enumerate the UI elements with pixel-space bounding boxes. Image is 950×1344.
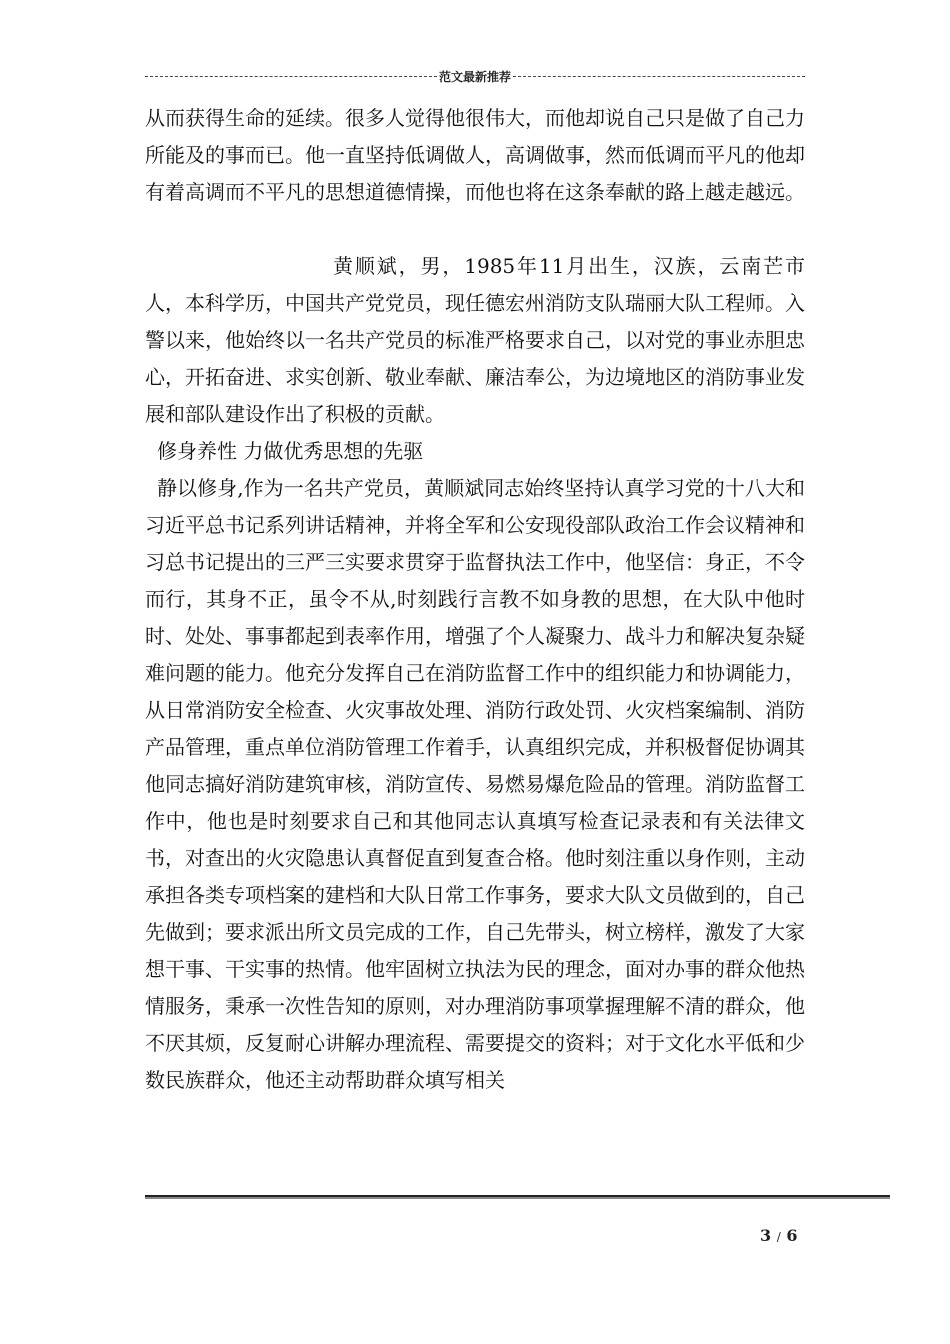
page-number — [760, 1226, 820, 1245]
page-separator: / — [776, 1230, 781, 1244]
section-heading: 修身养性 力做优秀思想的先驱 — [157, 439, 424, 463]
header-title: 范文最新推荐 — [439, 69, 512, 84]
page-total: 6 — [786, 1226, 798, 1245]
paragraph-continuation: 从而获得生命的延续。很多人觉得他很伟大，而他却说自己只是做了自己力所能及的事而已。他一直坚持低调做人，高调做事，然而低调而平凡的他却有着高调而不平凡的思想道德情操，而他也将在这条奉献的路上越走越远。 — [145, 106, 805, 204]
paragraph-spacer — [145, 211, 805, 248]
document-body — [145, 100, 805, 1099]
paragraph-main: 静以修身,作为一名共产党员，黄顺斌同志始终坚持认真学习党的十八大和习近平总书记系列讲话精神，并将全军和公安现役部队政治工作会议精神和习总书记提出的三严三实要求贯穿于监督执法工作中，他坚信：身正，不令而行，其身不正，虽令不从,时刻践行言教不如身教的思想，在大队中他时时、处处、事事都起到表率作用，增强了个人凝聚力、战斗力和解决复杂疑难问题的能力。他充分发挥自己在消防监督工作中的组织能力和协调能力，从日常消防安全检查、火灾事故处理、消防行政处罚、火灾档案编制、消防产品管理，重点单位消防管理工作着手，认真组织完成，并积极督促协调其他同志搞好消防建筑审核，消防宣传、易燃易爆危险品的管理。消防监督工作中，他也是时刻要求自己和其他同志认真填写检查记录表和有关法律文书，对查出的火灾隐患认真督促直到复查合格。他时刻注重以身作则，主动承担各类专项档案的建档和大队日常工作事务，要求大队文员做到的，自己先做到；要求派出所文员完成的工作，自己先带头，树立榜样，激发了大家想干事、干实事的热情。他牢固树立执法为民的理念，面对办事的群众他热情服务，秉承一次性告知的原则，对办理消防事项掌握理解不清的群众，他不厌其烦，反复耐心讲解办理流程、需要提交的资料；对于文化水平低和少数民族群众，他还主动帮助群众填写相关 — [145, 476, 805, 1092]
paragraph-bio: 黄顺斌，男，1985年11月出生，汉族，云南芒市人，本科学历，中国共产党党员，现任德宏州消防支队瑞丽大队工程师。入警以来，他始终以一名共产党员的标准严格要求自己，以对党的事业赤胆忠心，开拓奋进、求实创新、敬业奉献、廉洁奉公，为边境地区的消防事业发展和部队建设作出了积极的贡献。 — [145, 254, 805, 426]
header-dashed-rule-right — [513, 76, 805, 77]
header-dashed-rule-left — [145, 76, 437, 77]
page-header — [145, 64, 805, 88]
footer-rule — [145, 1195, 890, 1199]
page-current: 3 — [760, 1226, 772, 1245]
